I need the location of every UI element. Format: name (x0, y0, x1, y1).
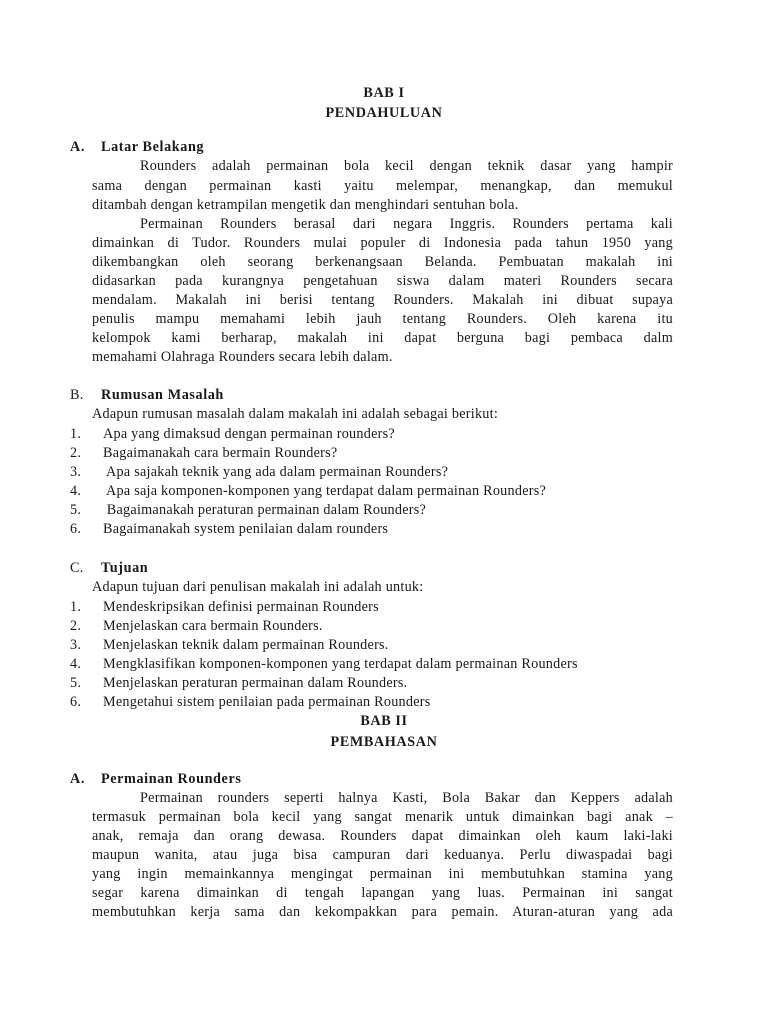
paragraph-line: sama dengan permainan kasti yaitu melempar, menangkap, dan memukul (92, 178, 673, 194)
chapter-title: PENDAHULUAN (325, 105, 443, 121)
paragraph-line: Permainan rounders seperti halnya Kasti, Bola Bakar dan Keppers adalah (140, 790, 673, 806)
paragraph-line: memahami Olahraga Rounders secara lebih dalam. (92, 349, 393, 365)
list-number: 2. (70, 445, 82, 461)
section-intro: Adapun rumusan masalah dalam makalah ini adalah sebagai berikut: (92, 406, 499, 422)
list-item: Apa saja komponen-komponen yang terdapat dalam permainan Rounders? (103, 483, 547, 499)
list-number: 4. (70, 483, 82, 499)
section-heading: Rumusan Masalah (101, 387, 224, 403)
list-number: 1. (70, 599, 82, 615)
chapter-label: BAB I (363, 85, 405, 101)
paragraph-line: ditambah dengan ketrampilan mengetik dan menghindari sentuhan bola. (92, 197, 519, 213)
list-number: 2. (70, 618, 82, 634)
list-item: Bagaimanakah system penilaian dalam rounders (103, 521, 389, 537)
paragraph-line: termasuk permainan bola kecil yang sangat menarik untuk dimainkan bagi anak – (92, 809, 673, 825)
list-number: 5. (70, 502, 82, 518)
section-heading: Tujuan (101, 560, 149, 576)
section-letter: B. (70, 387, 84, 403)
list-item: Menjelaskan peraturan permainan dalam Rounders. (103, 675, 408, 691)
paragraph-line: kelompok kami berharap, makalah ini dapat berguna bagi pembaca dalm (92, 330, 673, 346)
section-letter: A. (70, 139, 85, 155)
list-item: Apa yang dimaksud dengan permainan rounders? (103, 426, 395, 442)
list-number: 1. (70, 426, 82, 442)
paragraph-line: yang ingin memainkannya mengingat permainan ini membutuhkan stamina yang (92, 866, 673, 882)
list-item: Bagaimanakah peraturan permainan dalam Rounders? (103, 502, 427, 518)
list-item: Mengetahui sistem penilaian pada permainan Rounders (103, 694, 431, 710)
paragraph-line: mendalam. Makalah ini berisi tentang Rounders. Makalah ini dibuat supaya (92, 292, 673, 308)
list-item: Bagaimanakah cara bermain Rounders? (103, 445, 338, 461)
paragraph-line: dikembangkan oleh seorang berkenangsaan Belanda. Pembuatan makalah ini (92, 254, 673, 270)
paragraph-line: segar karena dimainkan di tengah lapangan yang luas. Permainan ini sangat (92, 885, 673, 901)
list-item: Mendeskripsikan definisi permainan Rounders (103, 599, 379, 615)
list-item: Menjelaskan teknik dalam permainan Rounders. (103, 637, 389, 653)
paragraph-line: maupun wanita, atau juga bisa campuran dari keduanya. Perlu diwaspadai bagi (92, 847, 673, 863)
paragraph-line: anak, remaja dan orang dewasa. Rounders dapat dimainkan oleh kaum laki-laki (92, 828, 673, 844)
list-number: 4. (70, 656, 82, 672)
paragraph-line: Rounders adalah permainan bola kecil dengan teknik dasar yang hampir (140, 158, 673, 174)
list-number: 3. (70, 464, 82, 480)
paragraph-line: Permainan Rounders berasal dari negara Inggris. Rounders pertama kali (140, 216, 673, 232)
section-heading: Permainan Rounders (101, 771, 242, 787)
paragraph-line: membutuhkan kerja sama dan kekompakkan para pemain. Aturan-aturan yang ada (92, 904, 673, 920)
section-letter: A. (70, 771, 85, 787)
list-item: Apa sajakah teknik yang ada dalam permainan Rounders? (103, 464, 449, 480)
paragraph-line: penulis mampu memahami lebih jauh tentang Rounders. Oleh karena itu (92, 311, 673, 327)
section-letter: C. (70, 560, 84, 576)
paragraph-line: didasarkan pada kurangnya pengetahuan siswa dalam materi Rounders secara (92, 273, 673, 289)
list-item: Menjelaskan cara bermain Rounders. (103, 618, 323, 634)
list-number: 3. (70, 637, 82, 653)
chapter-label: BAB II (360, 713, 408, 729)
list-item: Mengklasifikan komponen-komponen yang terdapat dalam permainan Rounders (103, 656, 578, 672)
list-number: 5. (70, 675, 82, 691)
section-heading: Latar Belakang (101, 139, 205, 155)
list-number: 6. (70, 521, 82, 537)
chapter-title: PEMBAHASAN (330, 734, 438, 750)
section-intro: Adapun tujuan dari penulisan makalah ini adalah untuk: (92, 579, 424, 595)
paragraph-line: dimainkan di Tudor. Rounders mulai populer di Indonesia pada tahun 1950 yang (92, 235, 673, 251)
list-number: 6. (70, 694, 82, 710)
